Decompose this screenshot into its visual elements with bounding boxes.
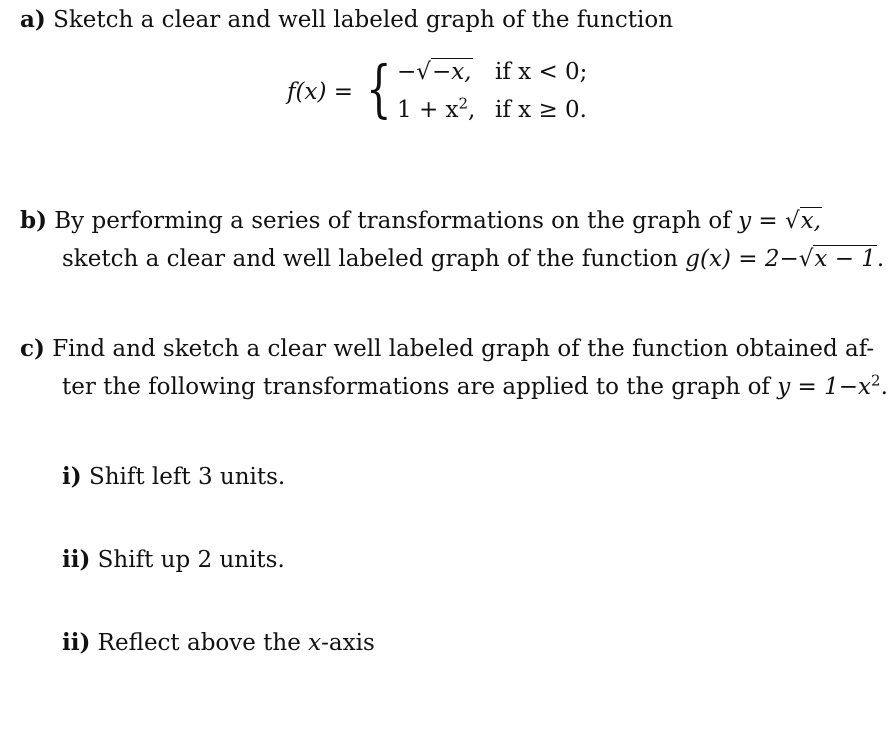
curly-brace: { [366,52,392,125]
part-c-line-1 [20,334,874,364]
part-b-text-1: By performing a series of transformations on the graph of [54,208,731,234]
sqrt-x-minus-1: √x − 1 [798,246,876,272]
case-1-condition: if x < 0; [495,59,588,85]
part-b-line-2 [62,244,884,274]
step-i [62,462,285,492]
part-a-text: Sketch a clear and well labeled graph of the function [53,7,674,33]
part-c-text-1: Find and sketch a clear well labeled graph of the function obtained af- [52,336,875,362]
step-iii-text: Reflect above the [97,630,301,656]
part-c-math: $y = 1-x^2$. [777,371,888,400]
part-b-math-2: g(x) = 2−√x − 1. [685,246,885,272]
function-lhs: f(x) = [287,79,354,105]
step-ii-text: Shift up 2 units. [97,547,285,573]
step-i-text: Shift left 3 units. [88,464,286,490]
sqrt-neg-x: √−x, [416,59,472,85]
part-a-label: a) [20,6,46,33]
case-1-expression: −√−x, [397,59,472,85]
part-b-line-1 [20,206,822,236]
part-a-line [20,5,673,35]
step-iii-tail: -axis [321,630,375,656]
part-b-label: b) [20,207,47,234]
step-i-label: i) [62,463,82,490]
case-2-condition: if x ≥ 0. [495,97,587,123]
step-iii-math: x [308,630,322,656]
sqrt-x: √x, [784,208,821,234]
step-iii-label: ii) [62,629,91,656]
part-c-line-2 [62,372,888,402]
step-ii-label: ii) [62,546,91,573]
step-iii [62,628,375,658]
part-c-label: c) [20,335,45,362]
step-ii [62,545,285,575]
part-b-text-2: sketch a clear and well labeled graph of the function [62,246,678,272]
part-b-math-1: y = √x, [738,208,821,234]
case-2-expression: $1 + x^2$, [397,94,476,123]
part-c-text-2: ter the following transformations are applied to the graph of [62,374,770,400]
